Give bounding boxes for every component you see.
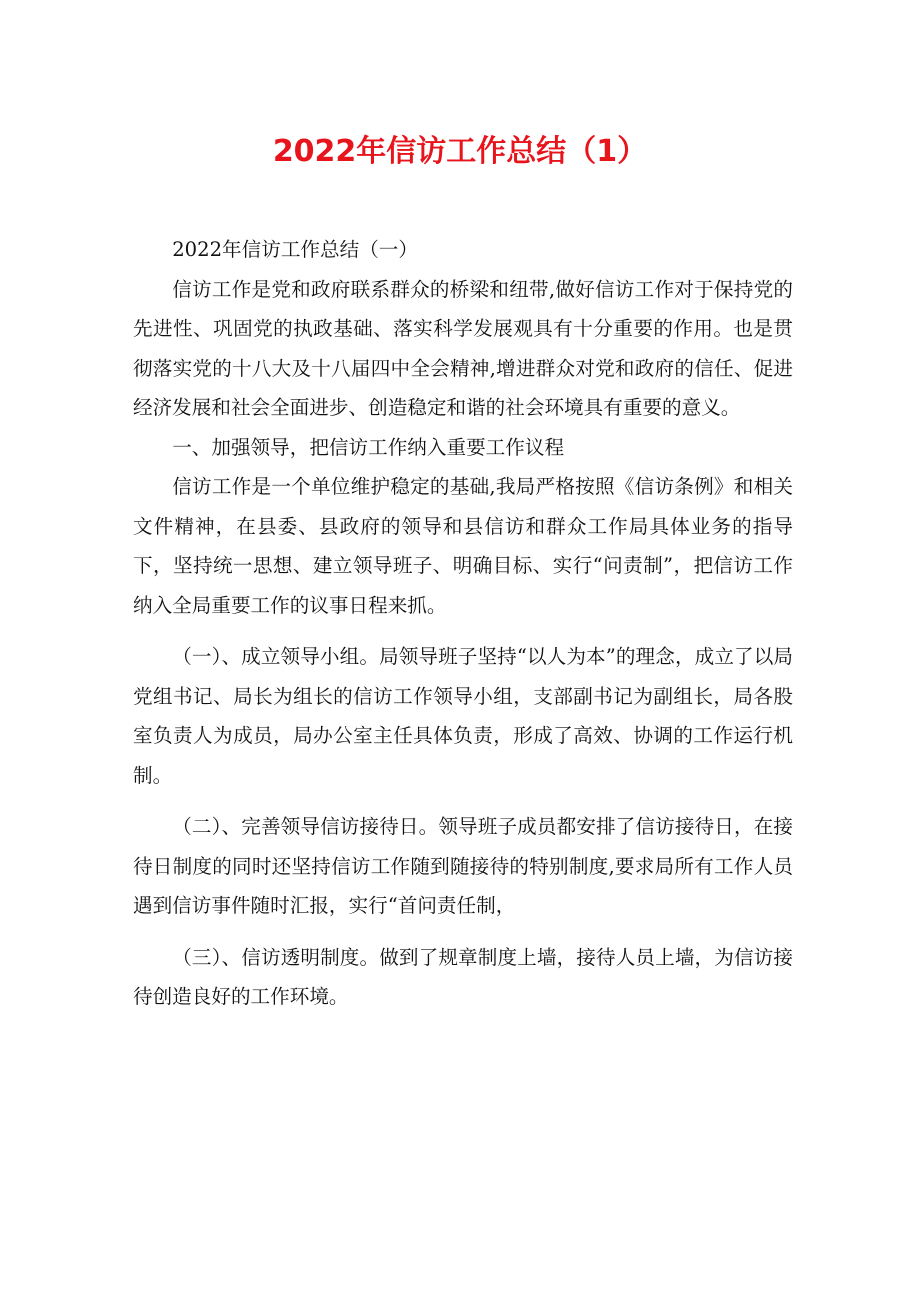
section-1-paragraph: 信访工作是一个单位维护稳定的基础,我局严格按照《信访条例》和相关文件精神，在县委、县政府的领导和县信访和群众工作局具体业务的指导下，坚持统一思想、建立领导班子、明确目标、实行“问责制”，把信访工作纳入全局重要工作的议事日程来抓。 [133,475,793,617]
item-2-paragraph: （二）、完善领导信访接待日。领导班子成员都安排了信访接待日，在接待日制度的同时还坚持信访工作随到随接待的特别制度,要求局所有工作人员遇到信访事件随时汇报，实行“首问责任制， [133,815,793,917]
document-body [133,230,793,1017]
item-3-paragraph: （三）、信访透明制度。做到了规章制度上墙，接待人员上墙，为信访接待创造良好的工作环境。 [133,945,793,1008]
intro-heading: 2022年信访工作总结（一） [172,238,418,261]
item-1-paragraph: （一）、成立领导小组。局领导班子坚持“以人为本”的理念，成立了以局党组书记、局长为组长的信访工作领导小组，支部副书记为副组长，局各股室负责人为成员，局办公室主任具体负责，形成了高效、协调的工作运行机制。 [133,645,793,787]
intro-paragraph: 信访工作是党和政府联系群众的桥梁和纽带,做好信访工作对于保持党的先进性、巩固党的执政基础、落实科学发展观具有十分重要的作用。也是贯彻落实党的十八大及十八届四中全会精神,增进群众对党和政府的信任、促进经济发展和社会全面进步、创造稳定和谐的社会环境具有重要的意义。 [133,277,793,419]
section-heading-1: 一、加强领导，把信访工作纳入重要工作议程 [172,435,565,459]
document-title: 2022年信访工作总结（1） [272,134,648,169]
